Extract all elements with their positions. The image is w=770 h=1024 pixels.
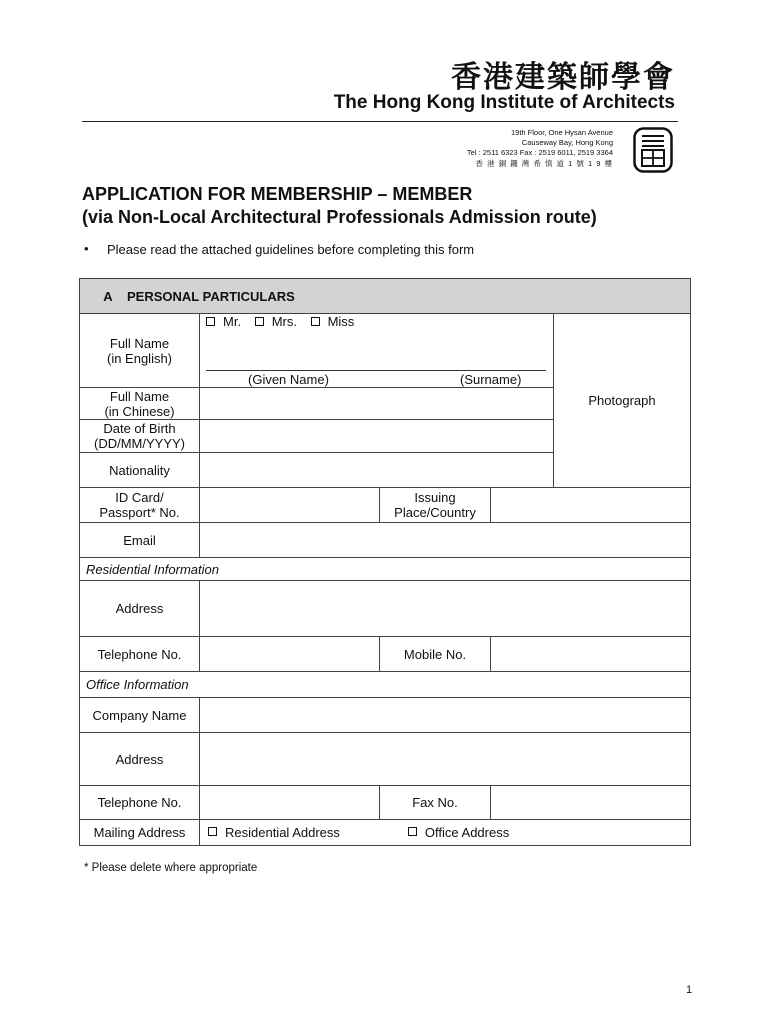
- section-a-header: [79, 278, 691, 314]
- section-title: PERSONAL PARTICULARS: [127, 288, 295, 304]
- mobile-label: Mobile No.: [379, 636, 491, 672]
- footnote: * Please delete where appropriate: [84, 862, 258, 874]
- office-address-label: Address: [79, 732, 200, 786]
- title-options: [206, 314, 354, 329]
- office-address-field[interactable]: [199, 732, 691, 786]
- full-name-chinese-field[interactable]: [199, 387, 554, 420]
- name-underline: [206, 370, 546, 371]
- fax-label: Fax No.: [379, 785, 491, 820]
- residential-info-subheader: Residential Information: [79, 557, 691, 581]
- address-line-1: 19th Floor, One Hysan Avenue: [510, 128, 613, 137]
- mailing-residential-checkbox[interactable]: [208, 827, 217, 836]
- fax-field[interactable]: [490, 785, 691, 820]
- bullet-icon: •: [84, 241, 89, 256]
- org-name-english: The Hong Kong Institute of Architects: [333, 92, 675, 113]
- mailing-office-label: Office Address: [424, 825, 510, 840]
- form-subtitle: (via Non-Local Architectural Professionals Admission route): [82, 207, 597, 227]
- residential-telephone-label: Telephone No.: [79, 636, 200, 672]
- company-name-field[interactable]: [199, 697, 691, 733]
- full-name-english-label: Full Name (in English): [79, 313, 200, 388]
- section-letter: A: [103, 288, 113, 304]
- date-of-birth-label: Date of Birth (DD/MM/YYYY): [79, 419, 200, 453]
- title-miss-checkbox[interactable]: [311, 317, 320, 326]
- photograph-label: Photograph: [588, 393, 656, 408]
- residential-address-field[interactable]: [199, 580, 691, 637]
- mailing-address-options: [199, 819, 691, 846]
- address-line-chinese: 香 港 銅 鑼 灣 希 慎 道 1 號 1 9 樓: [475, 159, 613, 168]
- mobile-field[interactable]: [490, 636, 691, 672]
- contact-line: Tel : 2511 6323 Fax : 2519 6011, 2519 3364: [466, 148, 613, 157]
- office-telephone-field[interactable]: [199, 785, 380, 820]
- mailing-office-checkbox[interactable]: [408, 827, 417, 836]
- issuing-place-label: Issuing Place/Country: [379, 487, 491, 523]
- residential-telephone-field[interactable]: [199, 636, 380, 672]
- surname-label: (Surname): [460, 372, 522, 387]
- title-mr-label: Mr.: [223, 314, 242, 329]
- page-number: 1: [686, 984, 693, 996]
- mailing-address-label: Mailing Address: [79, 819, 200, 846]
- nationality-label: Nationality: [79, 452, 200, 488]
- email-label: Email: [79, 522, 200, 558]
- photograph-box[interactable]: [553, 313, 691, 488]
- title-mr-checkbox[interactable]: [206, 317, 215, 326]
- given-name-label: (Given Name): [248, 372, 329, 387]
- email-field[interactable]: [199, 522, 691, 558]
- mailing-residential-label: Residential Address: [225, 825, 340, 840]
- company-name-label: Company Name: [79, 697, 200, 733]
- instruction-text: Please read the attached guidelines before completing this form: [107, 242, 475, 257]
- office-telephone-label: Telephone No.: [79, 785, 200, 820]
- date-of-birth-field[interactable]: [199, 419, 554, 453]
- nationality-field[interactable]: [199, 452, 554, 488]
- office-info-subheader: Office Information: [79, 671, 691, 698]
- title-mrs-label: Mrs.: [271, 314, 297, 329]
- id-card-label: ID Card/ Passport* No.: [79, 487, 200, 523]
- title-mrs-checkbox[interactable]: [255, 317, 264, 326]
- issuing-place-field[interactable]: [490, 487, 691, 523]
- form-title: APPLICATION FOR MEMBERSHIP – MEMBER: [82, 184, 473, 204]
- org-name-chinese: 香港建築師學會: [451, 60, 675, 95]
- full-name-chinese-label: Full Name (in Chinese): [79, 387, 200, 420]
- address-line-2: Causeway Bay, Hong Kong: [521, 138, 613, 147]
- hkia-logo: [633, 127, 673, 173]
- title-miss-label: Miss: [327, 314, 355, 329]
- residential-address-label: Address: [79, 580, 200, 637]
- id-card-field[interactable]: [199, 487, 380, 523]
- header-divider: [82, 121, 678, 122]
